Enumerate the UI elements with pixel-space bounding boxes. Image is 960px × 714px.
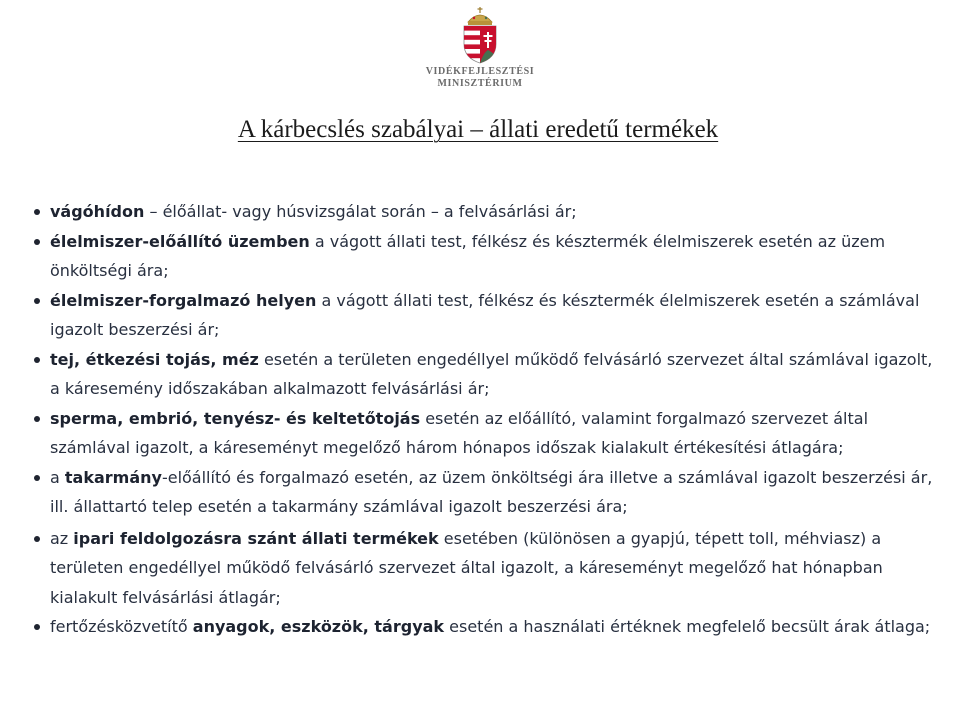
ministry-name-line2: MINISZTÉRIUM [437, 78, 523, 89]
rule-item-text: az [50, 528, 74, 548]
rule-item-keyword: tej, étkezési tojás, méz [50, 349, 259, 369]
rule-item-text: esetén az előállító, valamint forgalmazó szervezet által számlával igazolt, a káreseményt megelőző három hónapos időszak kialakult értékesítési átlagára; [50, 408, 869, 457]
rule-item-text: a vágott állati test, félkész és késztermék élelmiszerek esetén a számlával igazolt beszerzési ár; [50, 290, 920, 339]
rules-list [26, 197, 938, 642]
rule-item-keyword: élelmiszer-forgalmazó helyen [50, 290, 317, 310]
bullet-icon [34, 536, 40, 542]
rule-item-text: esetén a használati értéknek megfelelő becsült árak átlaga; [444, 617, 931, 636]
rule-item-text: fertőzésközvetítő [50, 617, 193, 636]
rule-item-text: -előállító és forgalmazó esetén, az üzem önköltségi ára illetve a számlával igazolt beszerzési ár, ill. állattartó telep esetén a takarmány számlával igazolt beszerzési ára; [50, 467, 933, 516]
rule-item-keyword: élelmiszer-előállító üzemben [50, 231, 310, 251]
rule-item-text: esetében (különösen a gyapjú, tépett toll, méhviasz) a területen engedéllyel működő felvásárló szervezet által igazolt, a káreseményt megelőző hat hónapban kialakult felvásárlási átlagár; [50, 528, 883, 607]
ministry-logo [420, 6, 540, 90]
page-title: A kárbecslés szabályai – állati eredetű termékek [237, 116, 719, 143]
bullet-icon [34, 357, 40, 363]
ministry-name [420, 66, 540, 90]
rule-item-keyword: vágóhídon [50, 202, 145, 221]
rule-item [26, 197, 938, 227]
bullet-icon [34, 239, 40, 245]
rule-item-text: esetén a területen engedéllyel működő felvásárló szervezet által számlával igazolt, a káresemény időszakában alkalmazott felvásárlási ár; [50, 349, 933, 398]
rule-item [26, 463, 938, 522]
rule-item-keyword: sperma, embrió, tenyész- és keltetőtojás [50, 408, 421, 428]
hungarian-coat-of-arms-icon [458, 6, 502, 64]
bullet-icon [34, 624, 40, 630]
bullet-icon [34, 298, 40, 304]
rule-item [26, 404, 938, 463]
rule-item-keyword: takarmány [64, 467, 162, 487]
rule-item-keyword: ipari feldolgozásra szánt állati termékek [73, 528, 439, 548]
bullet-icon [34, 416, 40, 422]
bullet-icon [34, 209, 40, 215]
rule-item [26, 286, 938, 345]
ministry-name-line1: VIDÉKFEJLESZTÉSI [425, 66, 535, 77]
rule-item-text: – élőállat- vagy húsvizsgálat során – a felvásárlási ár; [144, 202, 577, 221]
rule-item [26, 524, 938, 613]
rule-item-text: a vágott állati test, félkész és késztermék élelmiszerek esetén az üzem önköltségi ára; [50, 231, 886, 280]
rule-item-text: a [50, 467, 65, 487]
bullet-icon [34, 475, 40, 481]
rule-item [26, 612, 938, 642]
rule-item [26, 227, 938, 286]
rule-item-keyword: anyagok, eszközök, tárgyak [192, 617, 445, 636]
crown-icon [468, 7, 492, 25]
rule-item [26, 345, 938, 404]
